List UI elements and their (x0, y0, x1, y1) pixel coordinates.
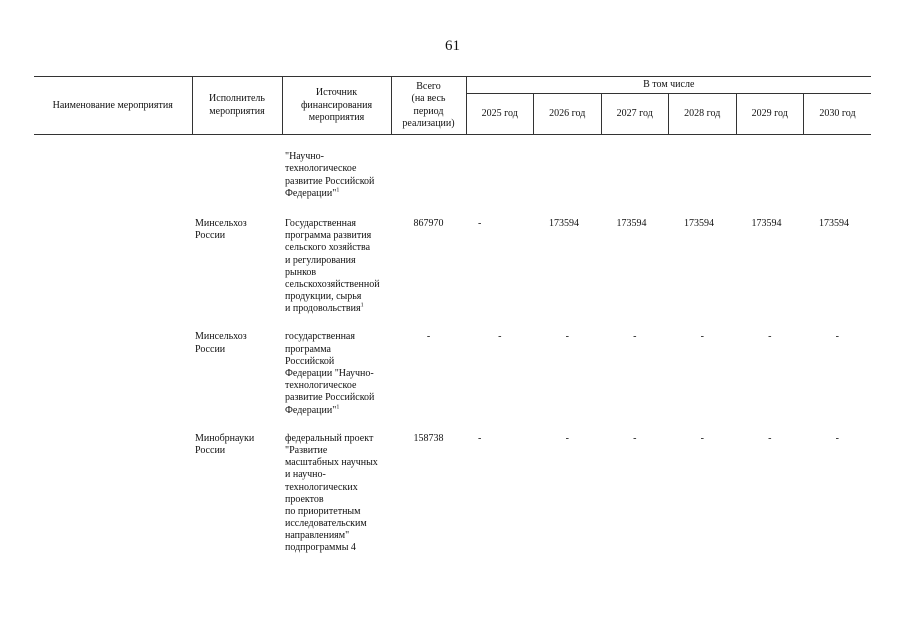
footnote-mark: 1 (336, 187, 340, 194)
header-year-2027: 2027 год (601, 94, 669, 135)
year-cell: - (478, 432, 482, 444)
year-cell (601, 135, 669, 218)
header-including-group: В том числе (466, 77, 871, 94)
header-measure-name: Наименование мероприятия (34, 77, 192, 135)
funding-source-text: федеральный проект "Развитие масштабных научных и научно- технологических проектов по приоритетным исследовательским направлениям" подпрограммы 4 (285, 432, 378, 554)
executor-cell: Минобрнауки России (195, 432, 255, 456)
year-cell: - (835, 432, 839, 444)
table-row (34, 218, 871, 332)
footnote-mark: 1 (336, 404, 340, 411)
year-cell: 173594 (616, 217, 647, 229)
header-year-2030: 2030 год (804, 94, 872, 135)
year-cell: - (700, 432, 704, 444)
header-year-2025: 2025 год (466, 94, 534, 135)
year-cell (804, 135, 872, 218)
year-cell: - (565, 432, 569, 444)
header-total: Всего (на весь период реализации) (391, 77, 466, 135)
header-year-2026: 2026 год (534, 94, 602, 135)
funding-source-cell (282, 331, 391, 432)
year-cell: 173594 (684, 217, 714, 229)
measure-name-cell (34, 331, 192, 432)
total-cell: 867970 (413, 217, 444, 229)
year-cell: - (478, 217, 482, 229)
year-cell: 173594 (819, 217, 850, 229)
year-cell (669, 135, 737, 218)
total-cell: - (426, 331, 431, 343)
footnote-mark: 1 (360, 302, 364, 309)
header-executor: Исполнитель мероприятия (192, 77, 282, 135)
measures-table (34, 76, 871, 555)
table-row (34, 331, 871, 432)
executor-cell (192, 135, 282, 218)
header-funding-source: Источник финансирования мероприятия (282, 77, 391, 135)
year-cell: 173594 (751, 217, 782, 229)
year-cell: 173594 (549, 217, 579, 229)
table-header (34, 77, 871, 135)
year-cell: - (633, 331, 637, 343)
header-year-2029: 2029 год (736, 94, 804, 135)
funding-source-text: "Научно- технологическое развитие Российской Федерации" (285, 151, 375, 199)
funding-source-cell (282, 218, 391, 332)
year-cell: - (633, 432, 637, 444)
year-cell (534, 135, 602, 218)
total-cell (391, 135, 466, 218)
total-cell: 158738 (413, 432, 444, 444)
year-cell (466, 135, 534, 218)
measure-name-cell (34, 135, 192, 218)
year-cell: - (835, 331, 839, 343)
executor-cell: Минсельхоз России (195, 217, 247, 242)
year-cell: - (565, 331, 569, 343)
measure-name-cell (34, 433, 192, 555)
table-row (34, 433, 871, 555)
year-cell: - (768, 432, 772, 444)
year-cell: - (768, 331, 772, 343)
year-cell: - (700, 331, 704, 343)
funding-source-text: Государственная программа развития сельского хозяйства и регулирования рынков сельскохозяйственной продукции, сырья и продовольствия (285, 217, 380, 315)
funding-source-cell (282, 135, 391, 218)
table-row (34, 135, 871, 218)
page-number: 61 (445, 38, 460, 54)
header-year-2028: 2028 год (669, 94, 737, 135)
funding-source-text: государственная программа Российской Федерации "Научно- технологическое развитие Российской Федерации" (285, 331, 375, 416)
year-cell: - (498, 331, 502, 343)
measure-name-cell (34, 218, 192, 332)
year-cell (736, 135, 804, 218)
executor-cell: Минсельхоз России (195, 331, 247, 355)
funding-source-cell (282, 433, 391, 555)
